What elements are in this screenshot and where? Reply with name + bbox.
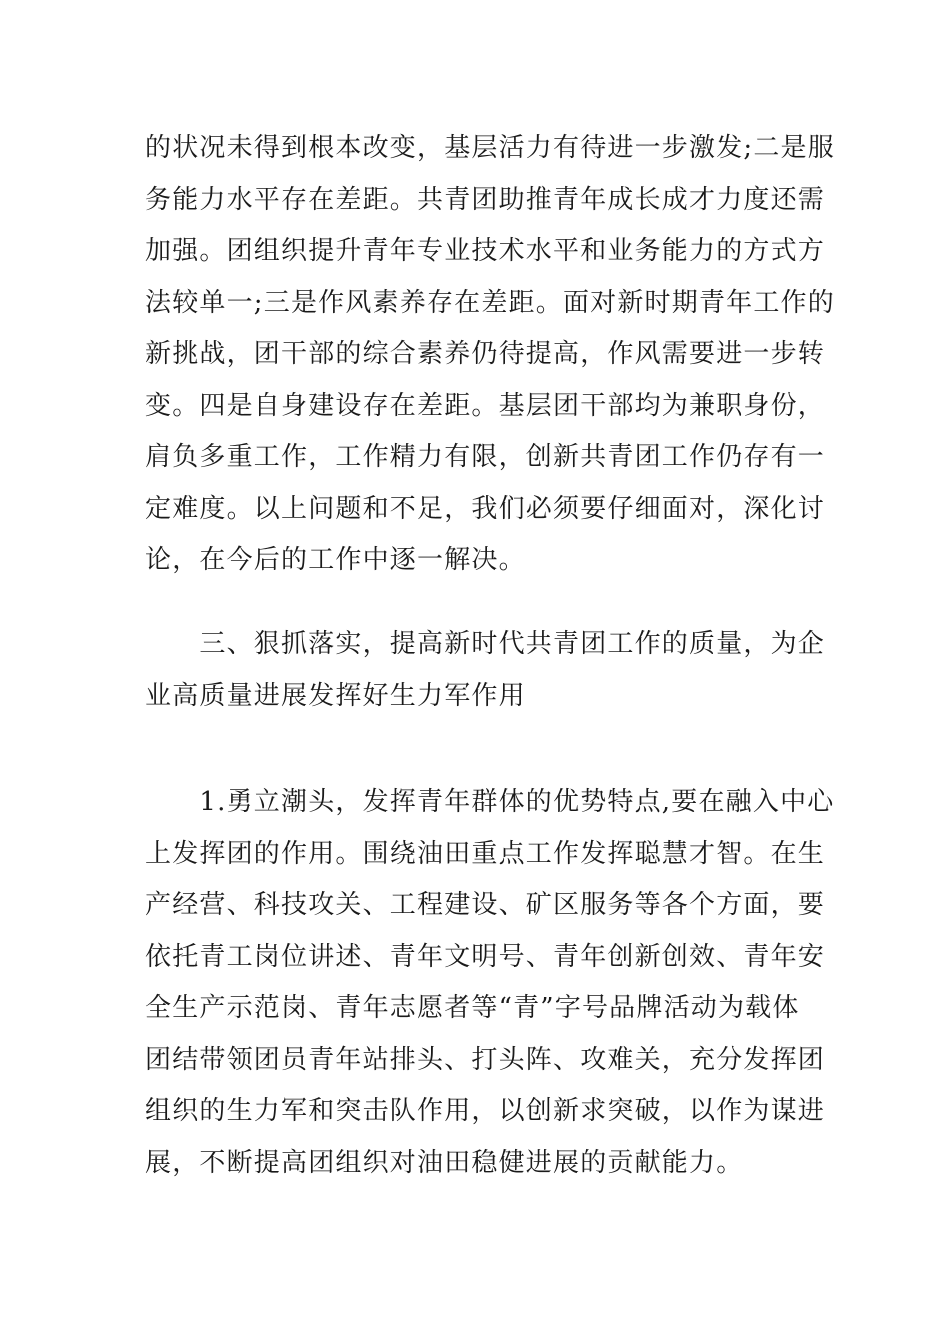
- text-line: 肩负多重工作，工作精力有限，创新共青团工作仍存有一: [145, 442, 826, 472]
- text-line: 上发挥团的作用。围绕油田重点工作发挥聪慧才智。在生: [145, 838, 826, 869]
- section-heading-three: [145, 619, 826, 722]
- text-line: 法较单一;三是作风素养存在差距。面对新时期青年工作的: [145, 287, 835, 318]
- text-line: 依托青工岗位讲述、青年文明号、青年创新创效、青年安: [145, 941, 826, 972]
- text-line: 产经营、科技攻关、工程建设、矿区服务等各个方面，要: [145, 890, 826, 920]
- text-line: 1.勇立潮头，发挥青年群体的优势特点,要在融入中心: [145, 787, 835, 817]
- text-line: 加强。团组织提升青年专业技术水平和业务能力的方式方: [145, 236, 826, 266]
- text-line: 展，不断提高团组织对油田稳健进展的贡献能力。: [145, 1147, 744, 1178]
- paragraph-problems-summary: [145, 123, 835, 587]
- heading-line: 三、狠抓落实，提高新时代共青团工作的质量，为企: [145, 629, 826, 659]
- text-line: 务能力水平存在差距。共青团助推青年成长成才力度还需: [145, 184, 826, 215]
- text-line: 团结带领团员青年站排头、打头阵、攻难关，充分发挥团: [145, 1044, 826, 1075]
- heading-line: 业高质量进展发挥好生力军作用: [145, 680, 526, 711]
- text-line: 全生产示范岗、青年志愿者等“青”字号品牌活动为载体: [145, 993, 800, 1023]
- text-line: 定难度。以上问题和不足，我们必须要仔细面对，深化讨: [145, 493, 826, 524]
- text-line: 组织的生力军和突击队作用，以创新求突破，以作为谋进: [145, 1096, 826, 1126]
- text-line: 论，在今后的工作中逐一解决。: [145, 545, 526, 575]
- text-line: 的状况未得到根本改变，基层活力有待进一步激发;二是服: [145, 133, 835, 163]
- paragraph-item-one: [145, 777, 835, 1189]
- text-line: 新挑战，团干部的综合素养仍待提高，作风需要进一步转: [145, 339, 826, 369]
- text-line: 变。四是自身建设存在差距。基层团干部均为兼职身份，: [145, 390, 826, 421]
